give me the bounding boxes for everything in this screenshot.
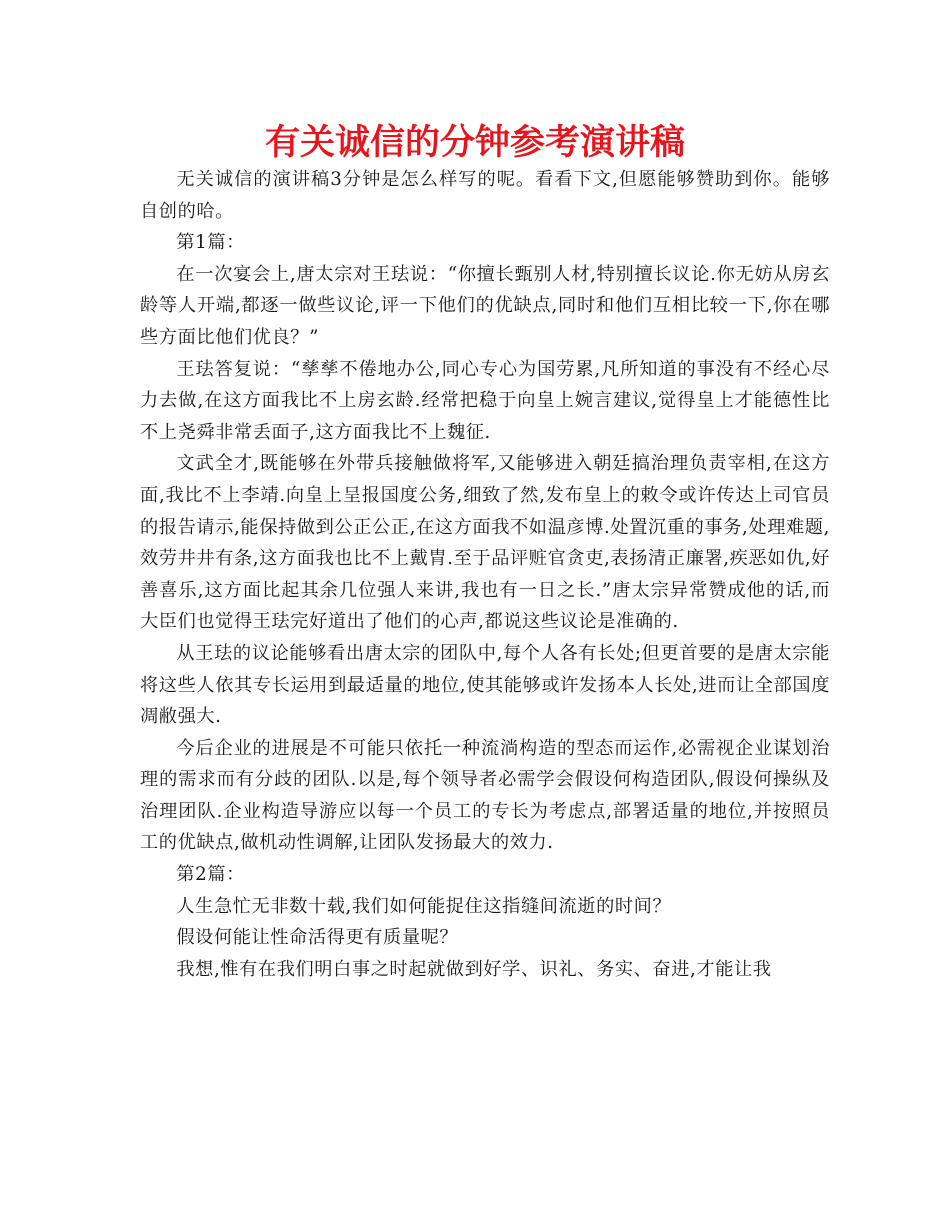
body-paragraph: 王珐答复说：“孳孳不倦地办公,同心专心为国劳累,凡所知道的事没有不经心尽力去做,在这方面我比不上房玄龄.经常把稳于向皇上婉言建议,觉得皇上才能德性比不上尧舜非常丢面子,这方面我比不上魏征. <box>140 358 830 443</box>
section-heading-2: 第2篇： <box>176 864 245 886</box>
document-body <box>140 164 830 985</box>
body-paragraph: 我想,惟有在我们明白事之时起就做到好学、识礼、务实、奋进,才能让我 <box>176 958 772 980</box>
body-paragraph: 假设何能让性命活得更有质量呢？ <box>176 927 459 949</box>
body-paragraph: 从王珐的议论能够看出唐太宗的团队中,每个人各有长处;但更首要的是唐太宗能将这些人依其专长运用到最适量的地位,使其能够或许发扬本人长处,进而让全部国度凋敝强大. <box>140 642 830 728</box>
intro-paragraph: 无关诚信的演讲稿3分钟是怎么样写的呢。看看下文,但愿能够赞助到你。能够自创的哈。 <box>140 169 830 222</box>
body-paragraph: 文武全才,既能够在外带兵接触做将军,又能够进入朝廷搞治理负责宰相,在这方面,我比不上李靖.向皇上呈报国度公务,细致了然,发布皇上的敕令或许传达上司官员的报告请示,能保持做到公正公正,在这方面我不如温彦博.处置沉重的事务,处理难题,效劳井井有条,这方面我也比不上戴胄.至于品评赃官贪吏,表扬清正廉署,疾恶如仇,好善喜乐,这方面比起其余几位强人来讲,我也有一日之长.”唐太宗异常赞成他的话,而大臣们也觉得王珐完好道出了他们的心声,都说这些议论是准确的. <box>140 453 830 633</box>
body-paragraph: 今后企业的进展是不可能只依托一种流淌构造的型态而运作,必需视企业谋划治理的需求而有分歧的团队.以是,每个领导者必需学会假设何构造团队,假设何操纵及治理团队.企业构造导游应以每一个员工的专长为考虑点,部署适量的地位,并按照员工的优缺点,做机动性调解,让团队发扬最大的效力. <box>140 737 830 854</box>
body-paragraph: 在一次宴会上,唐太宗对王珐说：“你擅长甄别人材,特别擅长议论.你无妨从房玄龄等人开端,都逐一做些议论,评一下他们的优缺点,同时和他们互相比较一下,你在哪些方面比他们优良？” <box>140 263 830 348</box>
section-heading-1: 第1篇： <box>176 232 245 254</box>
document-title: 有关诚信的分钟参考演讲稿 <box>264 123 685 163</box>
body-paragraph: 人生急忙无非数十载,我们如何能捉住这指缝间流逝的时间？ <box>176 895 672 917</box>
